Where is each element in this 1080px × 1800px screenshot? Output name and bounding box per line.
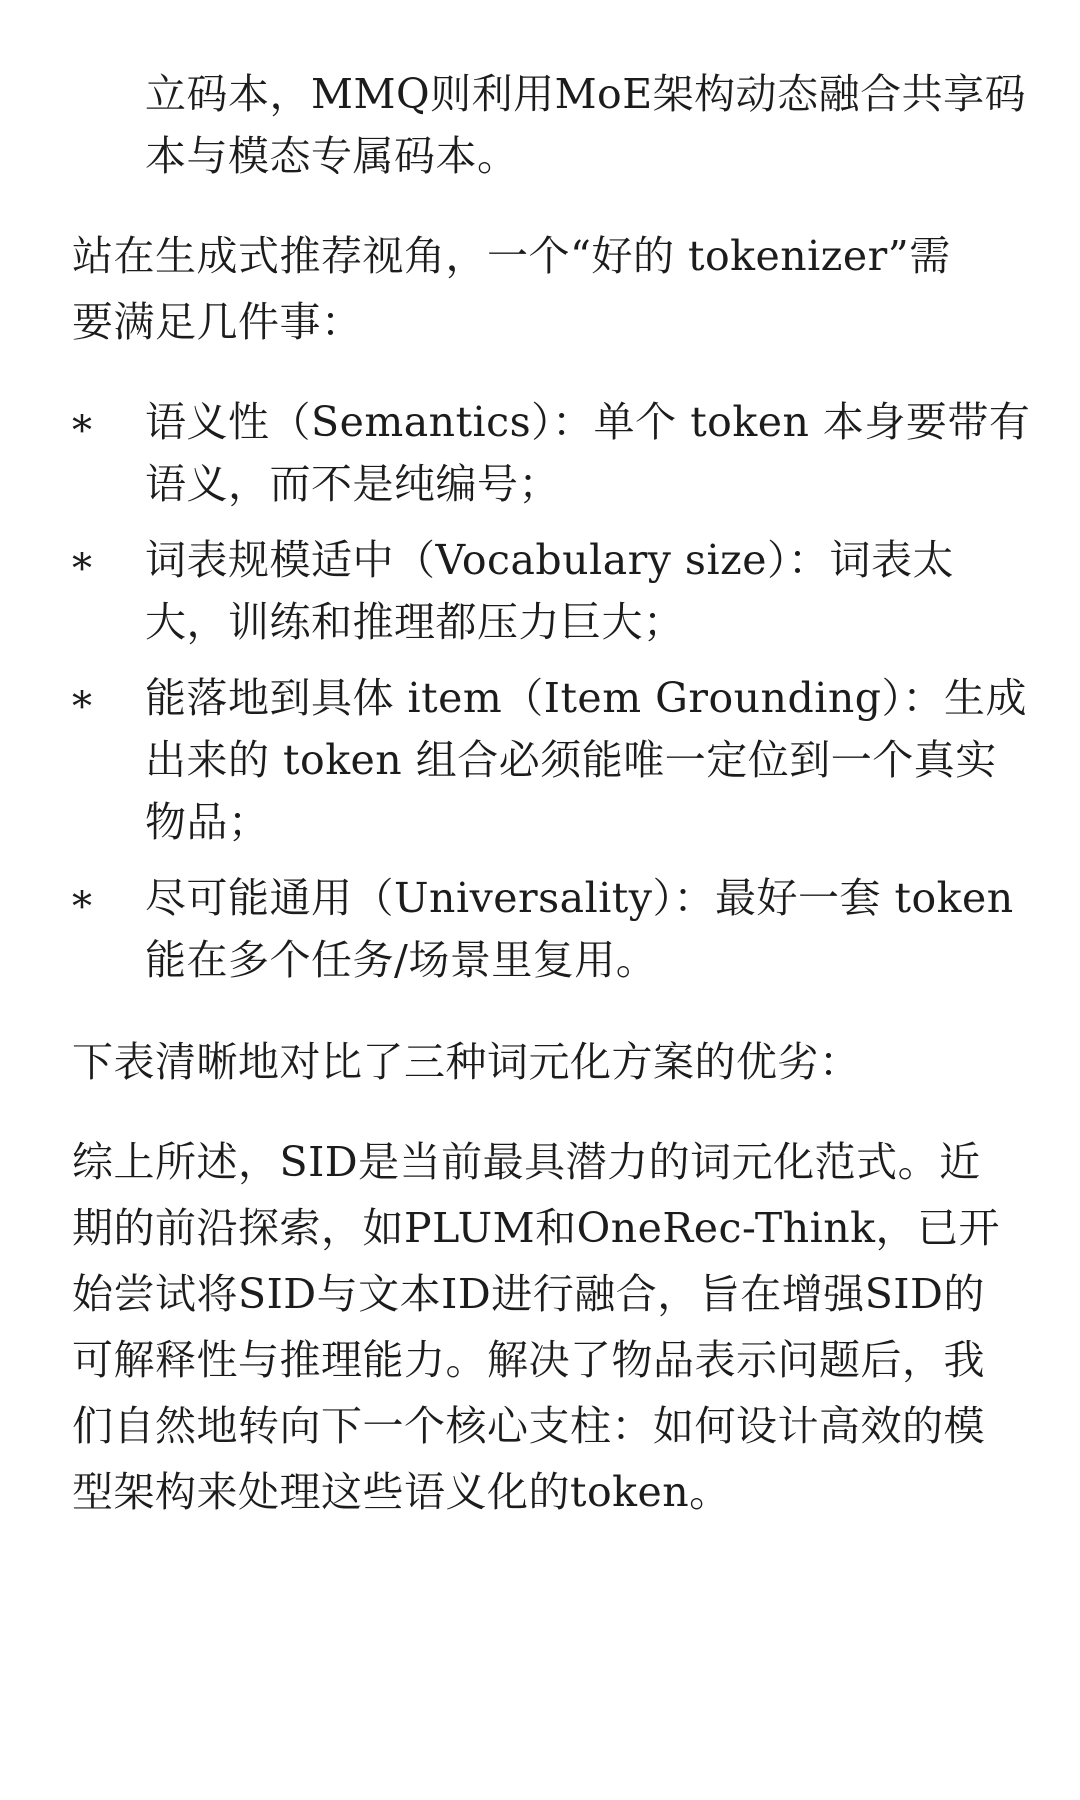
bullet-3-line-3: 物品； bbox=[145, 798, 270, 846]
intro-continued-line-2: 本与模态专属码本。 bbox=[145, 132, 519, 180]
bullet-marker: * bbox=[72, 546, 92, 592]
conclusion-line-5: 们自然地转向下一个核心支柱：如何设计高效的模 bbox=[72, 1402, 985, 1450]
conclusion-line-1: 综上所述，SID是当前最具潜力的词元化范式。近 bbox=[72, 1138, 981, 1186]
bullet-marker: * bbox=[72, 408, 92, 454]
conclusion-line-6: 型架构来处理这些语义化的token。 bbox=[72, 1468, 731, 1516]
bullet-3-line-2: 出来的 token 组合必须能唯一定位到一个真实 bbox=[145, 736, 997, 784]
intro-continued-line-1: 立码本，MMQ则利用MoE架构动态融合共享码 bbox=[145, 70, 1027, 118]
conclusion-line-4: 可解释性与推理能力。解决了物品表示问题后，我 bbox=[72, 1336, 985, 1384]
bullet-marker: * bbox=[72, 884, 92, 930]
conclusion-line-2: 期的前沿探索，如PLUM和OneRec-Think，已开 bbox=[72, 1204, 1000, 1252]
bullet-2-line-1: 词表规模适中（Vocabulary size）：词表太 bbox=[145, 536, 954, 584]
bullet-3-line-1: 能落地到具体 item（Item Grounding）：生成 bbox=[145, 674, 1027, 722]
bullet-2-line-2: 大，训练和推理都压力巨大； bbox=[145, 598, 685, 646]
bullet-1-line-1: 语义性（Semantics）：单个 token 本身要带有 bbox=[145, 398, 1031, 446]
bullet-4-line-2: 能在多个任务/场景里复用。 bbox=[145, 936, 658, 984]
bullet-4-line-1: 尽可能通用（Universality）：最好一套 token bbox=[145, 874, 1014, 922]
bullet-marker: * bbox=[72, 684, 92, 730]
lead-paragraph-line-2: 要满足几件事： bbox=[72, 298, 363, 346]
conclusion-line-3: 始尝试将SID与文本ID进行融合，旨在增强SID的 bbox=[72, 1270, 985, 1318]
bullet-1-line-2: 语义，而不是纯编号； bbox=[145, 460, 560, 508]
lead-paragraph-line-1: 站在生成式推荐视角，一个“好的 tokenizer”需 bbox=[72, 232, 951, 280]
table-intro-line: 下表清晰地对比了三种词元化方案的优劣： bbox=[72, 1038, 861, 1086]
